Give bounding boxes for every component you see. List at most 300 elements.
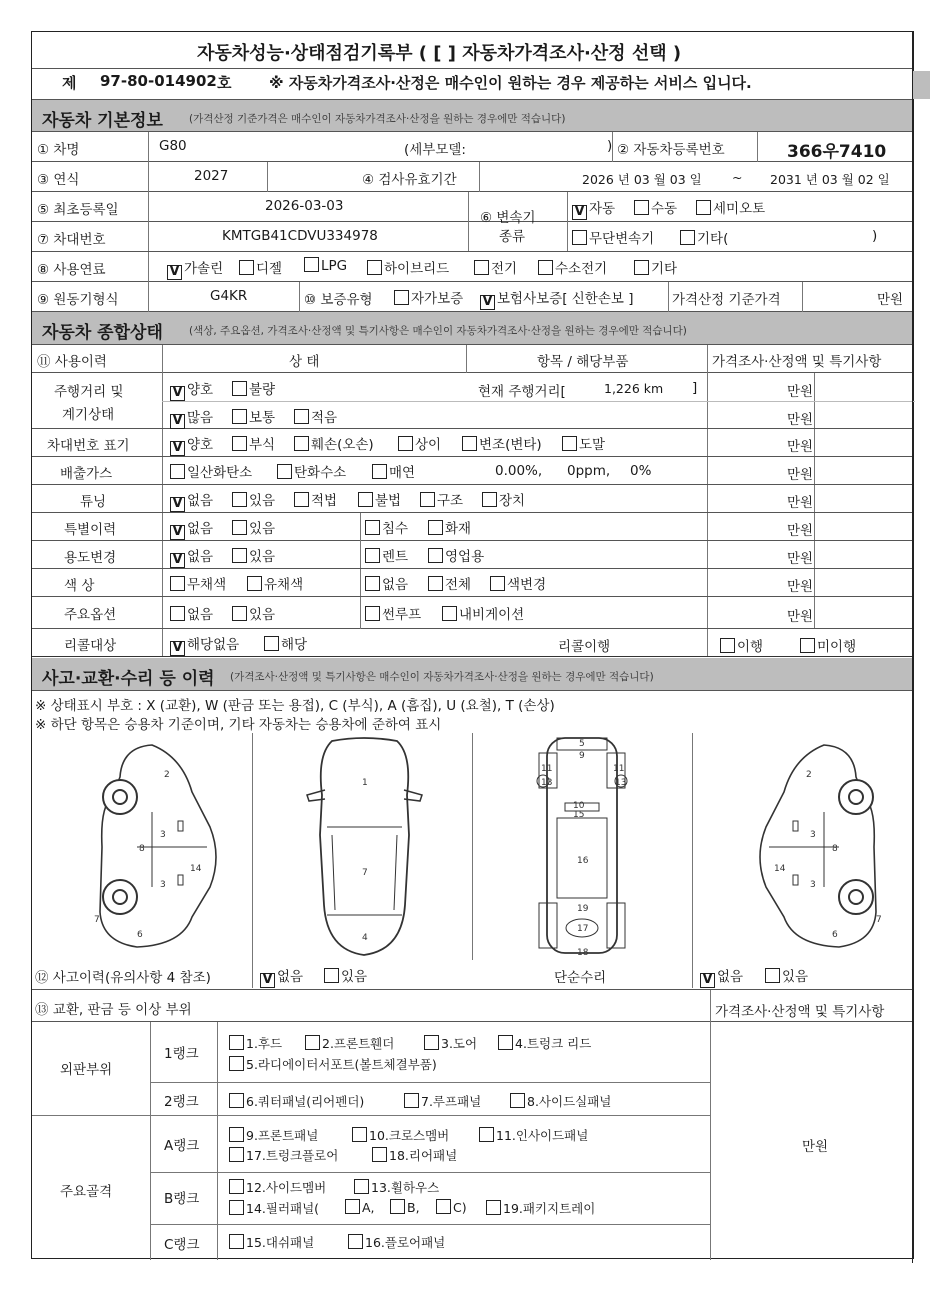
options-nav-label: 내비게이션: [459, 607, 525, 623]
mileage-few-option[interactable]: [294, 406, 337, 426]
repair-none-label: 없음: [717, 969, 744, 985]
emission-co-checkbox[interactable]: [170, 464, 185, 479]
part-5[interactable]: [229, 1055, 437, 1073]
part-4-checkbox[interactable]: [498, 1035, 513, 1050]
repair-exists-option[interactable]: [765, 965, 808, 985]
tuning-exists-option[interactable]: [232, 489, 275, 509]
fuel-diesel-label: 디젤: [256, 261, 283, 277]
mileage-label-2: 계기상태: [62, 407, 115, 423]
part-12-label: 12.사이드멤버: [246, 1180, 327, 1195]
part-3[interactable]: [424, 1034, 477, 1052]
recall-not-performed-option[interactable]: [800, 635, 856, 655]
svg-text:13: 13: [541, 778, 553, 788]
warranty-insurer-label: 보험사보증[ 신한손보 ]: [497, 291, 634, 307]
warranty-insurer-checkbox[interactable]: V: [480, 295, 495, 310]
part-9-checkbox[interactable]: [229, 1127, 244, 1142]
tuning-device-checkbox[interactable]: [482, 492, 497, 507]
emission-hc-value: 0ppm,: [567, 463, 611, 479]
warranty-insurer-option[interactable]: [480, 287, 634, 310]
part-9[interactable]: [229, 1126, 318, 1144]
trans-cvt-option[interactable]: [572, 227, 654, 247]
svg-text:7: 7: [94, 915, 100, 925]
col-item: 항목 / 해당부품: [537, 354, 629, 370]
recall-perform-label: 리콜이행: [558, 639, 611, 655]
recall-yes-checkbox[interactable]: [264, 636, 279, 651]
detail-model-close: ): [607, 138, 613, 154]
trans-cvt-checkbox[interactable]: [572, 230, 587, 245]
row-vin-mark: [32, 429, 913, 457]
accident-exists-checkbox[interactable]: [324, 968, 339, 983]
options-exists-checkbox[interactable]: [232, 606, 247, 621]
fuel-hybrid-option[interactable]: [367, 257, 449, 277]
color-whole-option[interactable]: [428, 573, 471, 593]
color-whole-checkbox[interactable]: [428, 576, 443, 591]
part-14-checkbox[interactable]: [229, 1200, 244, 1215]
tuning-none-label: 없음: [187, 493, 214, 509]
part-11-checkbox[interactable]: [479, 1127, 494, 1142]
part-2-checkbox[interactable]: [305, 1035, 320, 1050]
special-none-label: 없음: [187, 521, 214, 537]
row-engine: [32, 282, 913, 312]
svg-text:18: 18: [577, 948, 589, 958]
car-right-side-diagram[interactable]: [744, 737, 894, 952]
part-12[interactable]: [229, 1178, 326, 1196]
accident-exists-option[interactable]: [324, 965, 367, 985]
svg-text:6: 6: [137, 930, 143, 940]
tuning-device-label: 장치: [499, 493, 526, 509]
recall-yes-option[interactable]: [264, 633, 307, 653]
overall-heading: 자동차 종합상태: [42, 323, 163, 343]
form-title-row: [32, 32, 913, 69]
car-name-value: G80: [159, 138, 187, 154]
current-mileage-label: 현재 주행거리[: [478, 384, 566, 400]
row-fuel: [32, 252, 913, 282]
vin-altered-checkbox[interactable]: [462, 436, 477, 451]
part-7-checkbox[interactable]: [404, 1093, 419, 1108]
recall-not-performed-label: 미이행: [817, 639, 857, 655]
options-none-checkbox[interactable]: [170, 606, 185, 621]
record-number-row: [32, 69, 913, 97]
svg-text:17: 17: [577, 924, 589, 934]
rankA-label: A랭크: [164, 1138, 200, 1154]
options-sunroof-label: 썬루프: [382, 607, 422, 623]
car-name-label: ① 차명: [37, 142, 80, 158]
options-label: 주요옵션: [64, 607, 117, 623]
part-14[interactable]: [229, 1199, 319, 1217]
part-19[interactable]: [486, 1199, 595, 1217]
part-9-label: 9.프론트패널: [246, 1128, 319, 1143]
options-sunroof-option[interactable]: [365, 603, 421, 623]
part-19-checkbox[interactable]: [486, 1200, 501, 1215]
tuning-price-unit: 만원: [787, 495, 814, 511]
special-flood-checkbox[interactable]: [365, 520, 380, 535]
purpose-business-label: 영업용: [445, 549, 485, 565]
recall-none-checkbox[interactable]: V: [170, 641, 185, 656]
fuel-gasoline-checkbox[interactable]: V: [167, 265, 182, 280]
trans-other-checkbox[interactable]: [680, 230, 695, 245]
vin-damage-label: 훼손(오손): [311, 437, 374, 453]
tuning-device-option[interactable]: [482, 489, 525, 509]
part-15-checkbox[interactable]: [229, 1234, 244, 1249]
fuel-hydrogen-label: 수소전기: [555, 261, 608, 277]
part-3-checkbox[interactable]: [424, 1035, 439, 1050]
row-mileage: [32, 373, 913, 429]
color-whole-label: 전체: [445, 577, 472, 593]
vin-altered-label: 변조(변타): [479, 437, 542, 453]
special-none-checkbox[interactable]: V: [170, 525, 185, 540]
purpose-label: 용도변경: [64, 550, 117, 566]
fuel-electric-checkbox[interactable]: [474, 260, 489, 275]
purpose-rental-checkbox[interactable]: [365, 548, 380, 563]
part-3-label: 3.도어: [441, 1036, 478, 1051]
svg-text:8: 8: [832, 844, 838, 854]
mileage-normal-option[interactable]: [232, 406, 275, 426]
fuel-lpg-checkbox[interactable]: [304, 257, 319, 272]
part-16-label: 16.플로어패널: [365, 1235, 446, 1250]
inspection-tilde: ~: [732, 170, 743, 185]
emission-hc-option[interactable]: [277, 461, 346, 481]
part-11[interactable]: [479, 1126, 588, 1144]
part-13[interactable]: [354, 1178, 439, 1196]
mileage-meter-price-unit: 만원: [787, 384, 814, 400]
fuel-hydrogen-checkbox[interactable]: [538, 260, 553, 275]
options-none-option[interactable]: [170, 603, 213, 623]
options-nav-option[interactable]: [442, 603, 524, 623]
options-exists-label: 있음: [249, 607, 276, 623]
rank2-label: 2랭크: [164, 1094, 199, 1110]
part-14c[interactable]: [436, 1199, 467, 1215]
tuning-structure-label: 구조: [437, 493, 464, 509]
vin-damage-checkbox[interactable]: [294, 436, 309, 451]
fuel-other-checkbox[interactable]: [634, 260, 649, 275]
base-price-label: 가격산정 기준가격: [672, 292, 781, 308]
options-nav-checkbox[interactable]: [442, 606, 457, 621]
meter-good-checkbox[interactable]: V: [170, 386, 185, 401]
options-sunroof-checkbox[interactable]: [365, 606, 380, 621]
overall-note: (색상, 주요옵션, 가격조사·산정액 및 특기사항은 매수인이 자동차가격조사·산정을 원하는 경우에만 적습니다): [189, 325, 687, 337]
warranty-self-option[interactable]: [394, 287, 463, 307]
recall-not-performed-checkbox[interactable]: [800, 638, 815, 653]
part-1[interactable]: [229, 1034, 282, 1052]
section-accident: [32, 658, 913, 691]
tuning-exists-checkbox[interactable]: [232, 492, 247, 507]
vin-stolen-checkbox[interactable]: [562, 436, 577, 451]
rankB-label: B랭크: [164, 1191, 200, 1207]
tuning-legal-checkbox[interactable]: [294, 492, 309, 507]
fuel-diesel-checkbox[interactable]: [239, 260, 254, 275]
part-8-checkbox[interactable]: [510, 1093, 525, 1108]
part-14b-label: B,: [407, 1200, 420, 1215]
record-no-label: 제: [62, 74, 77, 92]
part-1-label: 1.후드: [246, 1036, 283, 1051]
accident-heading: 사고·교환·수리 등 이력: [42, 669, 215, 689]
special-none-option[interactable]: [170, 517, 213, 540]
accident-history-label: ⑫ 사고이력(유의사항 4 참조): [35, 970, 211, 986]
warranty-self-checkbox[interactable]: [394, 290, 409, 305]
tuning-legal-label: 적법: [311, 493, 338, 509]
svg-text:7: 7: [876, 915, 882, 925]
color-achromatic-option[interactable]: [170, 573, 226, 593]
svg-text:11: 11: [541, 764, 553, 774]
trans-manual-option[interactable]: [634, 197, 677, 217]
part-6[interactable]: [229, 1092, 364, 1110]
color-none-label: 없음: [382, 577, 409, 593]
vin-altered-option[interactable]: [462, 433, 542, 453]
trans-auto-option[interactable]: [572, 197, 615, 220]
next-page-edge: [912, 31, 930, 1263]
purpose-rental-option[interactable]: [365, 545, 408, 565]
repair-exists-checkbox[interactable]: [765, 968, 780, 983]
fuel-electric-label: 전기: [491, 261, 518, 277]
mileage-many-checkbox[interactable]: V: [170, 414, 185, 429]
car-left-side-diagram[interactable]: [82, 737, 232, 952]
part-10-label: 10.크로스멤버: [369, 1128, 450, 1143]
part-18-label: 18.리어패널: [389, 1148, 458, 1163]
repair-none-checkbox[interactable]: V: [700, 973, 715, 988]
trans-auto-checkbox[interactable]: V: [572, 205, 587, 220]
part-14-label: 14.필러패널(: [246, 1201, 320, 1216]
trans-manual-label: 수동: [651, 201, 678, 217]
part-14b[interactable]: [390, 1199, 420, 1215]
color-chromatic-checkbox[interactable]: [247, 576, 262, 591]
vin-damage-option[interactable]: [294, 433, 374, 453]
part-16[interactable]: [348, 1233, 445, 1251]
purpose-exists-option[interactable]: [232, 545, 275, 565]
part-2-label: 2.프론트휀더: [322, 1036, 395, 1051]
inspection-label: ④ 검사유효기간: [362, 172, 457, 188]
part-2[interactable]: [305, 1034, 394, 1052]
emission-smoke-label: 매연: [389, 465, 416, 481]
mileage-normal-label: 보통: [249, 410, 276, 426]
fuel-hydrogen-option[interactable]: [538, 257, 607, 277]
meter-good-option[interactable]: [170, 378, 213, 401]
recall-label: 리콜대상: [64, 638, 117, 654]
vin-stolen-label: 도말: [579, 437, 606, 453]
car-top-diagram[interactable]: [277, 735, 452, 960]
part-18[interactable]: [372, 1146, 457, 1164]
mileage-few-label: 적음: [311, 410, 338, 426]
accident-none-label: 없음: [277, 969, 304, 985]
svg-text:11: 11: [613, 764, 625, 774]
repair-none-option[interactable]: [700, 965, 743, 988]
emission-hc-checkbox[interactable]: [277, 464, 292, 479]
options-exists-option[interactable]: [232, 603, 275, 623]
warranty-self-label: 자가보증: [411, 291, 464, 307]
part-7[interactable]: [404, 1092, 481, 1110]
special-flood-option[interactable]: [365, 517, 408, 537]
purpose-business-option[interactable]: [428, 545, 484, 565]
inspection-from: 2026 년 03 월 03 일: [582, 172, 702, 187]
mileage-few-checkbox[interactable]: [294, 409, 309, 424]
row-options: [32, 597, 913, 629]
emission-smoke-checkbox[interactable]: [372, 464, 387, 479]
accident-legend-block: [32, 691, 913, 733]
part-10-checkbox[interactable]: [352, 1127, 367, 1142]
part-16-checkbox[interactable]: [348, 1234, 363, 1249]
tuning-structure-checkbox[interactable]: [420, 492, 435, 507]
part-14a-checkbox[interactable]: [345, 1199, 360, 1214]
emission-co-value: 0.00%,: [495, 463, 543, 479]
accident-none-option[interactable]: [260, 965, 303, 988]
fuel-hybrid-checkbox[interactable]: [367, 260, 382, 275]
part-13-checkbox[interactable]: [354, 1179, 369, 1194]
service-note: ※ 자동차가격조사·산정은 매수인이 원하는 경우 제공하는 서비스 입니다.: [269, 74, 752, 92]
vin-corrosion-checkbox[interactable]: [232, 436, 247, 451]
part-17[interactable]: [229, 1146, 338, 1164]
part-14a[interactable]: [345, 1199, 375, 1215]
purpose-exists-label: 있음: [249, 549, 276, 565]
vehicle-note: ※ 하단 항목은 승용차 기준이며, 기타 자동차는 승용차에 준하여 표시: [35, 717, 442, 733]
trans-semi-checkbox[interactable]: [696, 200, 711, 215]
part-18-checkbox[interactable]: [372, 1147, 387, 1162]
options-price-unit: 만원: [787, 609, 814, 625]
warranty-label: ⑩ 보증유형: [304, 292, 373, 308]
trans-manual-checkbox[interactable]: [634, 200, 649, 215]
vin-label: ⑦ 차대번호: [37, 232, 106, 248]
recall-none-option[interactable]: [170, 633, 239, 656]
purpose-business-checkbox[interactable]: [428, 548, 443, 563]
vin-mismatch-option[interactable]: [398, 433, 441, 453]
svg-text:19: 19: [577, 904, 589, 914]
svg-text:16: 16: [577, 856, 589, 866]
reg-no-value: 366우7410: [787, 142, 887, 162]
svg-text:3: 3: [160, 830, 166, 840]
tuning-none-option[interactable]: [170, 489, 213, 512]
part-8[interactable]: [510, 1092, 611, 1110]
fuel-gasoline-option[interactable]: [167, 257, 223, 280]
tuning-structure-option[interactable]: [420, 489, 463, 509]
reg-no-label: ② 자동차등록번호: [617, 142, 725, 158]
fuel-other-option[interactable]: [634, 257, 677, 277]
svg-text:6: 6: [832, 930, 838, 940]
car-frame-diagram[interactable]: [527, 733, 637, 958]
special-exists-option[interactable]: [232, 517, 275, 537]
color-achromatic-checkbox[interactable]: [170, 576, 185, 591]
part-4[interactable]: [498, 1034, 591, 1052]
accident-note: (가격조사·산정액 및 특기사항은 매수인이 자동차가격조사·산정을 원하는 경우에만 적습니다): [230, 671, 654, 683]
tuning-none-checkbox[interactable]: V: [170, 497, 185, 512]
fuel-electric-option[interactable]: [474, 257, 517, 277]
fuel-lpg-option[interactable]: [304, 257, 347, 274]
emission-smoke-value: 0%: [630, 463, 652, 479]
record-no-value: 97-80-014902: [100, 72, 217, 90]
engine-value: G4KR: [210, 288, 248, 304]
vin-stolen-option[interactable]: [562, 433, 605, 453]
record-no-suffix: 호: [217, 74, 232, 92]
purpose-exists-checkbox[interactable]: [232, 548, 247, 563]
recall-yes-label: 해당: [281, 637, 308, 653]
vin-mark-label: 차대번호 표기: [47, 438, 130, 454]
part-17-checkbox[interactable]: [229, 1147, 244, 1162]
row-first-reg: [32, 192, 913, 222]
color-chromatic-option[interactable]: [247, 573, 303, 593]
part-19-label: 19.패키지트레이: [503, 1201, 596, 1216]
color-none-option[interactable]: [365, 573, 408, 593]
trans-semi-label: 세미오토: [713, 201, 766, 217]
special-flood-label: 침수: [382, 521, 409, 537]
tuning-illegal-option[interactable]: [358, 489, 401, 509]
mileage-many-option[interactable]: [170, 406, 213, 429]
part-6-label: 6.쿼터패널(리어펜더): [246, 1094, 365, 1109]
recall-none-label: 해당없음: [187, 637, 240, 653]
part-14c-checkbox[interactable]: [436, 1199, 451, 1214]
recall-performed-option[interactable]: [720, 635, 763, 655]
col-usage: ⑪ 사용이력: [37, 354, 107, 370]
vin-mismatch-checkbox[interactable]: [398, 436, 413, 451]
svg-text:3: 3: [810, 880, 816, 890]
fuel-diesel-option[interactable]: [239, 257, 282, 277]
part-5-checkbox[interactable]: [229, 1056, 244, 1071]
status-legend: ※ 상태표시 부호 : X (교환), W (판금 또는 용접), C (부식), A (흠집), U (요철), T (손상): [35, 698, 555, 714]
color-none-checkbox[interactable]: [365, 576, 380, 591]
mileage-normal-checkbox[interactable]: [232, 409, 247, 424]
vin-corrosion-option[interactable]: [232, 433, 275, 453]
emission-smoke-option[interactable]: [372, 461, 415, 481]
meter-bad-checkbox[interactable]: [232, 381, 247, 396]
part-7-label: 7.루프패널: [421, 1094, 482, 1109]
row-color: [32, 569, 913, 597]
row-purpose: [32, 541, 913, 569]
tuning-legal-option[interactable]: [294, 489, 337, 509]
part-5-label: 5.라디에이터서포트(볼트체결부품): [246, 1057, 437, 1072]
part-1-checkbox[interactable]: [229, 1035, 244, 1050]
purpose-none-checkbox[interactable]: V: [170, 553, 185, 568]
part-8-label: 8.사이드실패널: [527, 1094, 612, 1109]
purpose-none-label: 없음: [187, 549, 214, 565]
vin-good-option[interactable]: [170, 433, 213, 456]
car-diagram-area: [32, 733, 913, 960]
fuel-lpg-label: LPG: [321, 258, 348, 274]
options-none-label: 없음: [187, 607, 214, 623]
special-fire-checkbox[interactable]: [428, 520, 443, 535]
vin-good-checkbox[interactable]: V: [170, 441, 185, 456]
fuel-gasoline-label: 가솔린: [184, 261, 224, 277]
current-mileage-value: 1,226 km: [604, 381, 664, 396]
basic-info-note: (가격산정 기준가격은 매수인이 자동차가격조사·산정을 원하는 경우에만 적습니다): [189, 113, 566, 125]
current-mileage-close: ]: [692, 380, 698, 396]
row-special: [32, 513, 913, 541]
recall-performed-checkbox[interactable]: [720, 638, 735, 653]
part-10[interactable]: [352, 1126, 449, 1144]
form-title: 자동차성능·상태점검기록부 ( [ ] 자동차가격조사·산정 선택 ): [197, 43, 682, 64]
part-12-checkbox[interactable]: [229, 1179, 244, 1194]
part-6-checkbox[interactable]: [229, 1093, 244, 1108]
accident-none-checkbox[interactable]: V: [260, 973, 275, 988]
meter-bad-option[interactable]: [232, 378, 275, 398]
part-17-label: 17.트렁크플로어: [246, 1148, 339, 1163]
purpose-none-option[interactable]: [170, 545, 213, 568]
fuel-label: ⑧ 사용연료: [37, 262, 106, 278]
row-car-name: [32, 132, 913, 162]
vin-corrosion-label: 부식: [249, 437, 276, 453]
row-vin: [32, 222, 913, 252]
row-recall: [32, 629, 913, 657]
trans-semi-option[interactable]: [696, 197, 765, 217]
part-14b-checkbox[interactable]: [390, 1199, 405, 1214]
trans-other-option[interactable]: [680, 227, 728, 247]
special-fire-option[interactable]: [428, 517, 471, 537]
color-change-checkbox[interactable]: [490, 576, 505, 591]
svg-text:14: 14: [774, 864, 786, 874]
emission-co-option[interactable]: [170, 461, 252, 481]
emission-co-label: 일산화탄소: [187, 465, 253, 481]
part-15[interactable]: [229, 1233, 314, 1251]
trans-auto-label: 자동: [589, 201, 616, 217]
special-exists-checkbox[interactable]: [232, 520, 247, 535]
color-change-option[interactable]: [490, 573, 546, 593]
color-label: 색 상: [64, 578, 95, 594]
tuning-illegal-checkbox[interactable]: [358, 492, 373, 507]
